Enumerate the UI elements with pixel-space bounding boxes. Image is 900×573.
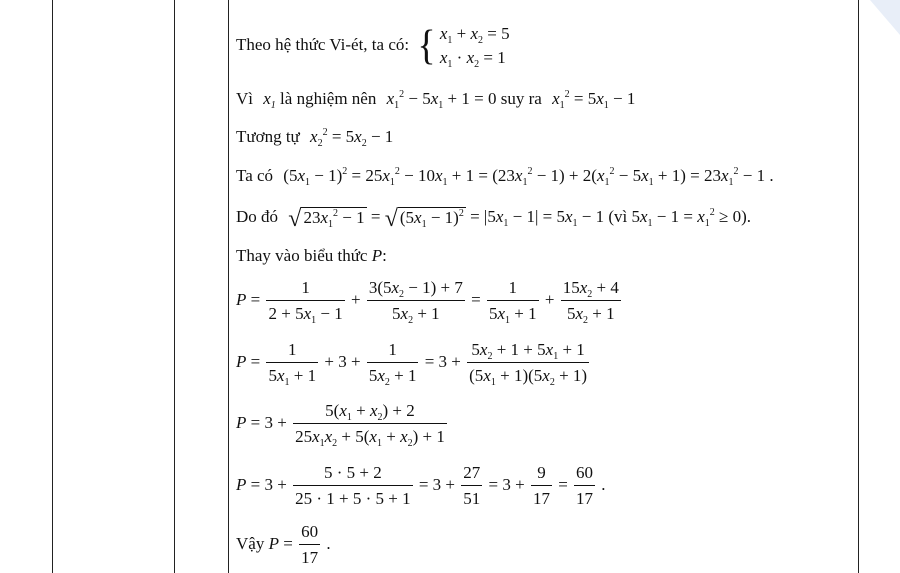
- do-do-line: [236, 205, 752, 232]
- table-border-right: [858, 0, 859, 573]
- thay-vao-line: [236, 246, 387, 266]
- root-eq: $x_1^2 - 5x_1 + 1 = 0$: [386, 89, 497, 111]
- p-line-3: P = 3 + $\frac{5(x_1 + x_2) + 2}{25x_1x_2 + 5(x_1 + x_2) + 1}$: [236, 401, 445, 449]
- solution-content: [236, 0, 856, 573]
- viet-sum: $x_1 + x_2 = 5$: [439, 24, 510, 46]
- brace-icon: {: [417, 22, 436, 70]
- do-do-prefix: Do đó: [236, 207, 279, 226]
- table-border-mid2: [228, 0, 229, 573]
- p-line-1: P = $\frac{1}{2 + 5x_1 - 1}$ + $\frac{3(5x_2 - 1) + 7}{5x_2 + 1}$ = $\frac{1}{5x_1 + 1}$ + $\frac{15x_2 + 4}{5x_2 + 1}$: [236, 278, 619, 326]
- similar-prefix: Tương tự: [236, 127, 300, 146]
- table-border-mid1: [174, 0, 175, 573]
- viet-line: [236, 22, 510, 70]
- thay-colon: :: [382, 246, 387, 265]
- root-mid: là nghiệm nên: [280, 89, 377, 108]
- viet-intro-text: Theo hệ thức Vi-ét, ta có:: [236, 34, 410, 54]
- thay-vao-text: Thay vào biểu thức: [236, 246, 368, 265]
- thay-var: P: [371, 246, 383, 265]
- ta-co-line: [236, 166, 774, 186]
- viet-system: [440, 22, 510, 70]
- root-prefix: Vì: [236, 89, 253, 108]
- root-suffix: suy ra: [500, 89, 542, 108]
- root-line: [236, 89, 635, 109]
- root-result: $x_1^2 = 5x_1 - 1$: [552, 89, 636, 111]
- vay-text: Vậy: [236, 533, 265, 553]
- viet-product: $x_1 \cdot x_2 = 1$: [439, 48, 506, 70]
- p-line-2: P = $\frac{1}{5x_1 + 1}$ + 3 + $\frac{1}{5x_2 + 1}$ = 3 + $\frac{5x_2 + 1 + 5x_1 + 1}{(5x_1 + 1)(5x_2 + 1)}$: [236, 340, 588, 388]
- ta-co-eq: $(5x_1 - 1)^2 = 25x_1^2 - 10x_1 + 1 = (23x_1^2 - 1) + 2(x_1^2 - 5x_1 + 1) = 23x_1^2 - 1$ .: [283, 166, 774, 188]
- conclusion-line: Vậy P = $\frac{60}{17}$ .: [236, 522, 331, 567]
- ta-co-prefix: Ta có: [236, 166, 274, 185]
- p-line-4: P = 3 + $\frac{5 \cdot 5 + 2}{25 \cdot 1 + 5 \cdot 5 + 1}$ = 3 + $\frac{27}{51}$ = 3 + $\frac{9}{17}$ = $\frac{60}{17}$ .: [236, 463, 606, 508]
- similar-line: [236, 127, 393, 147]
- table-border-left: [52, 0, 53, 573]
- root-var: $x_1$: [263, 89, 276, 111]
- do-do-eq: √ $23x_1^2 - 1$ = √ $(5x_1 - 1)^2 = |5x_1 - 1| = 5x_1 - 1$ (vì $5x_1 - 1 = x_1^2 \ge 0$).: [288, 205, 752, 232]
- similar-eq: $x_2^2 = 5x_2 - 1$: [310, 127, 394, 149]
